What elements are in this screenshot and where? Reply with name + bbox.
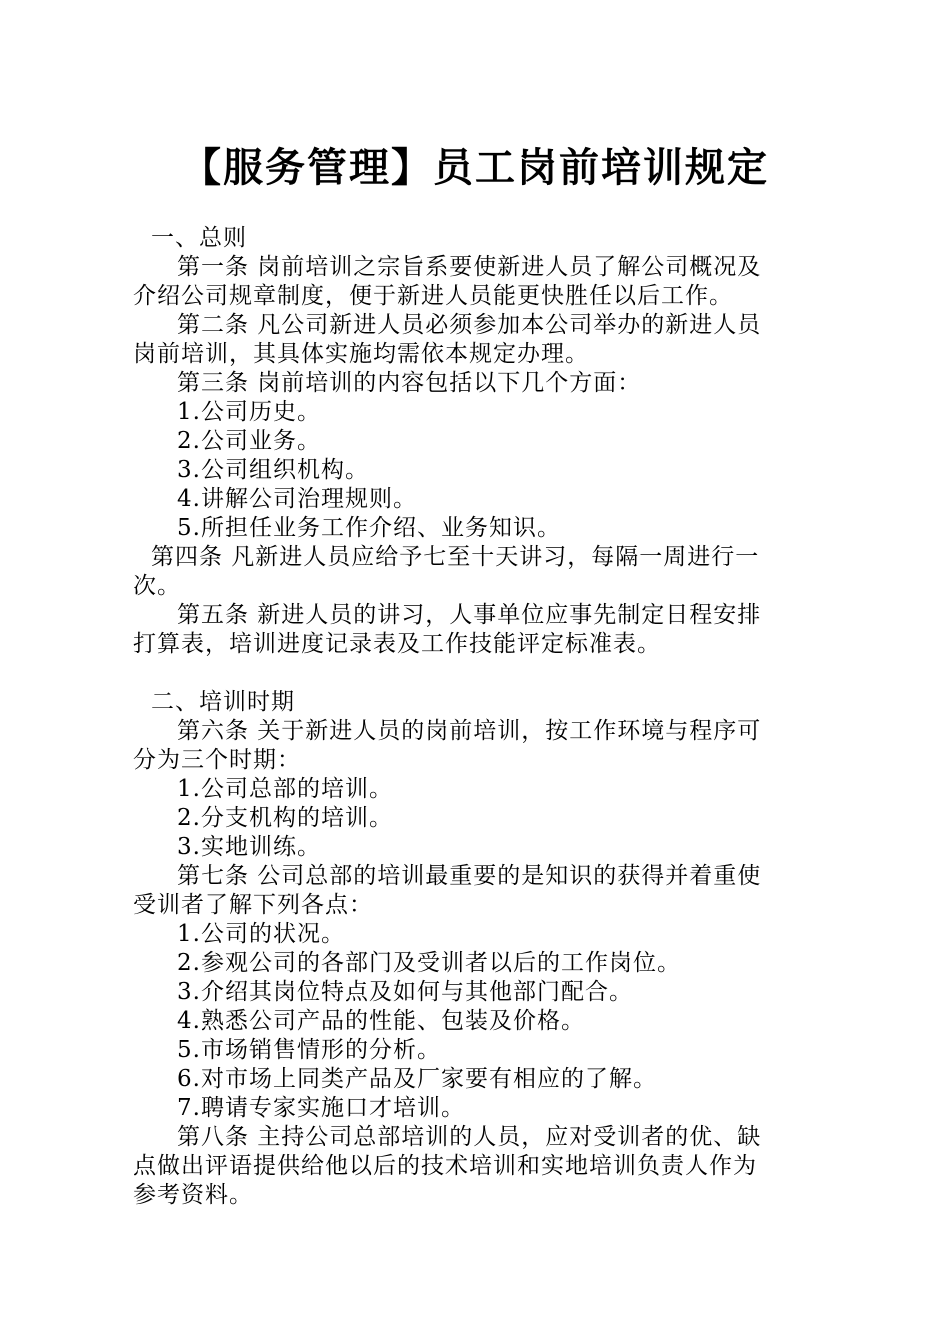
document-title: 【服务管理】员工岗前培训规定 <box>181 144 769 191</box>
article-1-line-1: 第一条 岗前培训之宗旨系要使新进人员了解公司概况及 <box>177 254 762 280</box>
document-body <box>133 224 801 1210</box>
article-2-line-2: 岗前培训，其具体实施均需依本规定办理。 <box>133 341 589 367</box>
article-7-line-2: 受训者了解下列各点： <box>133 892 373 918</box>
list-item: 1.公司总部的培训。 <box>177 776 393 802</box>
article-8-line-3: 参考资料。 <box>133 1182 253 1208</box>
list-item: 3.介绍其岗位特点及如何与其他部门配合。 <box>177 979 633 1005</box>
article-6-line-1: 第六条 关于新进人员的岗前培训，按工作环境与程序可 <box>177 718 762 744</box>
article-1-line-2: 介绍公司规章制度，便于新进人员能更快胜任以后工作。 <box>133 283 733 309</box>
list-item: 3.实地训练。 <box>177 834 321 860</box>
article-2-line-1: 第二条 凡公司新进人员必须参加本公司举办的新进人员 <box>177 312 762 338</box>
list-item: 4.熟悉公司产品的性能、包装及价格。 <box>177 1008 585 1034</box>
list-item: 1.公司的状况。 <box>177 921 345 947</box>
article-4-line-1: 第四条 凡新进人员应给予七至十天讲习，每隔一周进行一 <box>151 544 760 570</box>
list-item: 4.讲解公司治理规则。 <box>177 486 417 512</box>
article-3: 第三条 岗前培训的内容包括以下几个方面： <box>177 370 642 396</box>
section-heading-general: 一、总则 <box>151 225 247 251</box>
article-5-line-1: 第五条 新进人员的讲习，人事单位应事先制定日程安排 <box>177 602 762 628</box>
article-6-line-2: 分为三个时期： <box>133 747 301 773</box>
list-item: 2.参观公司的各部门及受训者以后的工作岗位。 <box>177 950 681 976</box>
article-8-line-2: 点做出评语提供给他以后的技术培训和实地培训负责人作为 <box>133 1153 757 1179</box>
article-4-line-2: 次。 <box>133 573 181 599</box>
list-item: 7.聘请专家实施口才培训。 <box>177 1095 465 1121</box>
list-item: 2.公司业务。 <box>177 428 321 454</box>
list-item: 2.分支机构的培训。 <box>177 805 393 831</box>
list-item: 3.公司组织机构。 <box>177 457 369 483</box>
article-8-line-1: 第八条 主持公司总部培训的人员，应对受训者的优、缺 <box>177 1124 762 1150</box>
article-5-line-2: 打算表，培训进度记录表及工作技能评定标准表。 <box>133 631 661 657</box>
list-item: 5.市场销售情形的分析。 <box>177 1037 441 1063</box>
list-item: 6.对市场上同类产品及厂家要有相应的了解。 <box>177 1066 657 1092</box>
section-heading-training-period: 二、培训时期 <box>151 689 295 715</box>
article-7-line-1: 第七条 公司总部的培训最重要的是知识的获得并着重使 <box>177 863 762 889</box>
list-item: 1.公司历史。 <box>177 399 321 425</box>
blank-line <box>133 659 801 688</box>
list-item: 5.所担任业务工作介绍、业务知识。 <box>177 515 561 541</box>
